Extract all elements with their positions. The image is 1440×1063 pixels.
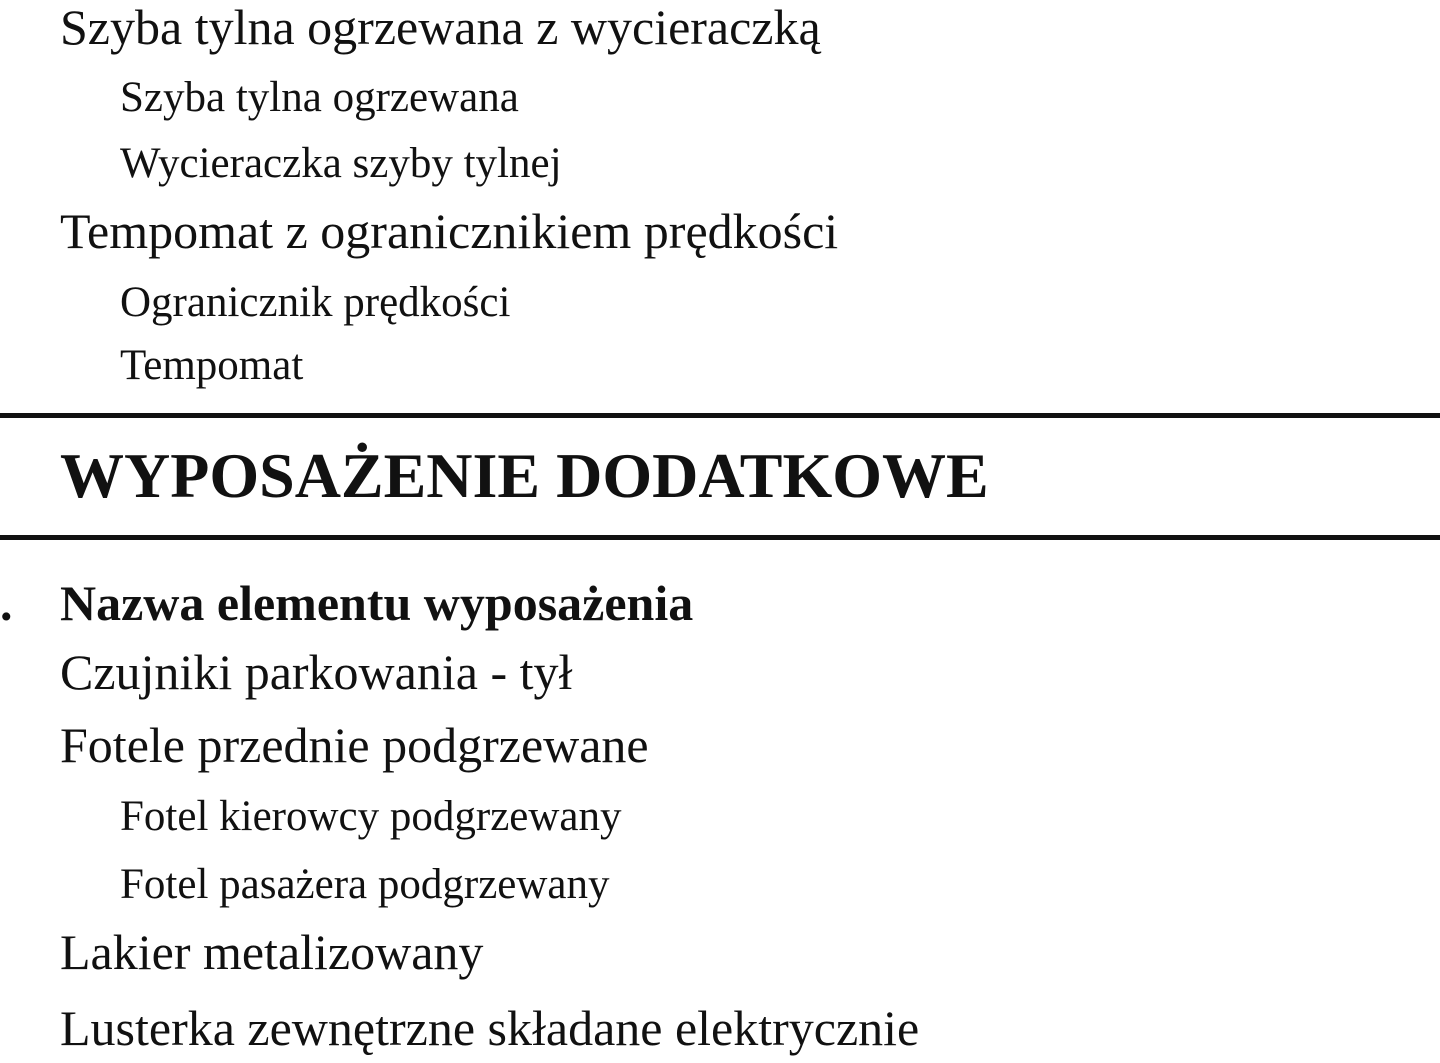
- equipment-subitem: Fotel kierowcy podgrzewany: [120, 793, 622, 840]
- equipment-item: Fotele przednie podgrzewane: [60, 717, 649, 773]
- equipment-item: Czujniki parkowania - tył: [60, 644, 573, 700]
- column-header: Nazwa elementu wyposażenia: [60, 575, 694, 631]
- equipment-subitem: Fotel pasażera podgrzewany: [120, 861, 610, 908]
- equipment-item: Lusterka zewnętrzne składane elektrycznie: [60, 1000, 920, 1056]
- equipment-subitem: Tempomat: [120, 342, 304, 389]
- equipment-subitem: Wycieraczka szyby tylnej: [120, 140, 562, 187]
- equipment-subitem: Ogranicznik prędkości: [120, 279, 511, 326]
- equipment-item: Szyba tylna ogrzewana z wycieraczką: [60, 0, 821, 55]
- equipment-subitem: Szyba tylna ogrzewana: [120, 74, 519, 121]
- row-marker: .: [0, 575, 13, 631]
- section-heading: WYPOSAŻENIE DODATKOWE: [60, 440, 989, 511]
- section-top-rule: [0, 413, 1440, 418]
- equipment-item: Tempomat z ogranicznikiem prędkości: [60, 203, 839, 259]
- section-bottom-rule: [0, 535, 1440, 540]
- equipment-item: Lakier metalizowany: [60, 924, 484, 980]
